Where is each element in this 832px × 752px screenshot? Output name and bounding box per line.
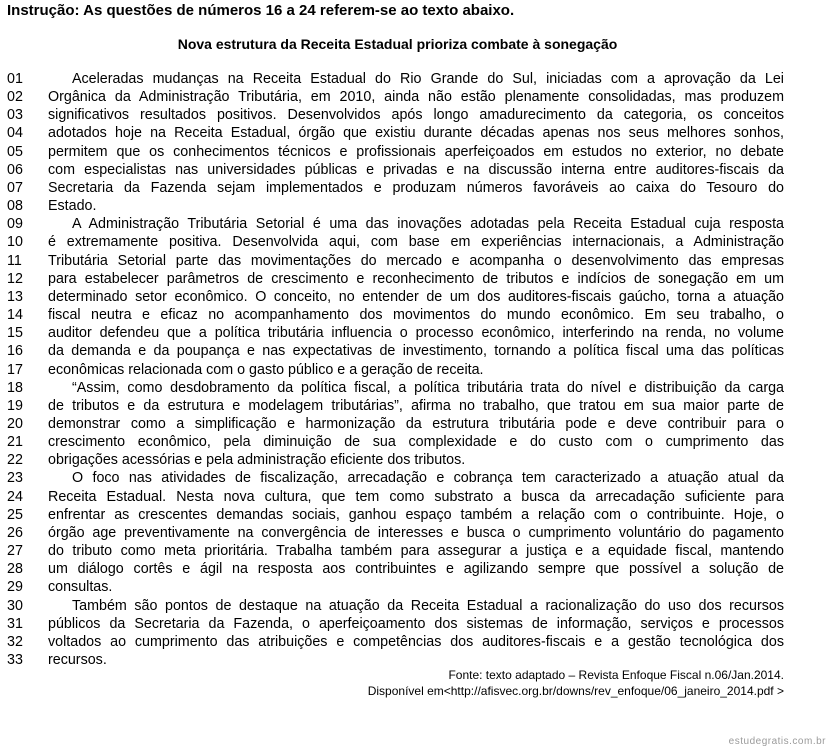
source-citation xyxy=(368,667,784,699)
line-number: 07 xyxy=(7,179,23,196)
line-number: 23 xyxy=(7,470,23,487)
text-line xyxy=(0,306,832,324)
text-line xyxy=(0,161,832,179)
line-text: Orgânica da Administração Tributária, em 2010, ainda não estão plenamente consolidadas, mas produzem xyxy=(48,89,784,106)
line-number: 22 xyxy=(7,452,23,469)
text-line xyxy=(0,379,832,397)
line-number: 24 xyxy=(7,488,23,505)
line-text: crescimento econômico, pela diminuição de sua complexidade e do custo com o cumprimento das xyxy=(48,434,784,451)
text-line xyxy=(0,597,832,615)
line-text: públicos da Secretaria da Fazenda, o aperfeiçoamento dos sistemas de informação, serviços e processos xyxy=(48,615,784,632)
line-number: 20 xyxy=(7,415,23,432)
line-text: Também são pontos de destaque na atuação da Receita Estadual a racionalização do uso dos recursos xyxy=(72,597,784,614)
text-line xyxy=(0,88,832,106)
watermark: estudegratis.com.br xyxy=(728,736,826,747)
line-number: 25 xyxy=(7,506,23,523)
text-line xyxy=(0,633,832,651)
line-text: fiscal neutra e eficaz no acompanhamento dos movimentos do mundo econômico. Em seu trabalho, o xyxy=(48,307,784,324)
text-line xyxy=(0,143,832,161)
line-text: Aceleradas mudanças na Receita Estadual do Rio Grande do Sul, iniciadas com a aprovação da Lei xyxy=(72,71,784,87)
text-line xyxy=(0,469,832,487)
line-number: 16 xyxy=(7,343,23,360)
text-line xyxy=(0,197,832,215)
line-text: A Administração Tributária Setorial é uma das inovações adotadas pela Receita Estadual cuja resposta xyxy=(72,216,784,233)
line-text: Receita Estadual. Nesta nova cultura, que tem como substrato a busca da arrecadação suficiente para xyxy=(48,488,784,505)
line-number: 14 xyxy=(7,307,23,324)
text-line xyxy=(0,361,832,379)
text-line xyxy=(0,397,832,415)
line-text: permitem que os conhecimentos técnicos e profissionais aperfeiçoados em estudos no exterior, no debate xyxy=(48,143,784,160)
line-text: obrigações acessórias e pela administração eficiente dos tributos. xyxy=(48,452,466,469)
line-number: 11 xyxy=(7,252,22,269)
line-text: é extremamente positiva. Desenvolvida aqui, com base em experiências internacionais, a Administração xyxy=(48,234,784,251)
text-line xyxy=(0,324,832,342)
line-number: 05 xyxy=(7,143,23,160)
text-line xyxy=(0,415,832,433)
line-number: 12 xyxy=(7,270,23,287)
line-text: determinado setor econômico. O conceito, no entender de um dos auditores-fiscais gaúcho, torna a atuação xyxy=(48,288,784,305)
line-text: econômicas relacionada com o gasto público e a geração de receita. xyxy=(48,361,484,378)
line-number: 18 xyxy=(7,379,23,396)
line-text: um diálogo cortês e ágil na resposta aos contribuintes e agilizando sempre que possível a solução de xyxy=(48,561,784,578)
text-line xyxy=(0,70,832,88)
line-number: 10 xyxy=(7,234,23,251)
line-number: 08 xyxy=(7,198,23,215)
text-line xyxy=(0,433,832,451)
line-number: 02 xyxy=(7,89,23,106)
text-line xyxy=(0,124,832,142)
text-line xyxy=(0,233,832,251)
text-line xyxy=(0,524,832,542)
text-line xyxy=(0,270,832,288)
text-line xyxy=(0,288,832,306)
text-line xyxy=(0,342,832,360)
line-text: significativos resultados positivos. Desenvolvidos após longo amadurecimento da categoria, os conceitos xyxy=(48,107,784,124)
line-text: voltados ao cumprimento das atribuições e competências dos auditores-fiscais e a gestão tecnológica dos xyxy=(48,633,784,650)
text-line xyxy=(0,578,832,596)
line-number: 33 xyxy=(7,652,23,668)
text-line xyxy=(0,252,832,270)
line-number: 01 xyxy=(7,71,23,87)
line-text: da demanda e da poupança e nas expectativas de investimento, tornando a política fiscal uma das políticas xyxy=(48,343,784,360)
line-number: 27 xyxy=(7,543,23,560)
line-number: 03 xyxy=(7,107,23,124)
source-line-2: Disponível em<http://afisvec.org.br/downs/rev_enfoque/06_janeiro_2014.pdf > xyxy=(367,684,784,698)
text-line xyxy=(0,560,832,578)
text-line xyxy=(0,542,832,560)
line-number: 17 xyxy=(7,361,23,378)
line-text: auditor defendeu que a política tributária influencia o processo econômico, interferindo na renda, no volume xyxy=(48,325,784,342)
text-line xyxy=(0,106,832,124)
line-text: com especialistas nas universidades públicas e privadas e na discussão interna entre auditores-fiscais da xyxy=(48,161,784,178)
line-number: 15 xyxy=(7,325,23,342)
line-number: 26 xyxy=(7,524,23,541)
line-number: 09 xyxy=(7,216,23,233)
line-text: Estado. xyxy=(48,198,97,215)
line-number: 06 xyxy=(7,161,23,178)
line-number: 30 xyxy=(7,597,23,614)
text-line xyxy=(0,506,832,524)
line-text: recursos. xyxy=(48,652,107,668)
line-number: 04 xyxy=(7,125,23,142)
line-text: Tributária Setorial parte das movimentações do mercado e acompanha o desenvolvimento das empresas xyxy=(48,252,784,269)
line-text: “Assim, como desdobramento da política fiscal, a política tributária trata do nível e distribuição da carga xyxy=(72,379,784,396)
line-number: 28 xyxy=(7,561,23,578)
line-number: 13 xyxy=(7,288,23,305)
instruction-text: Instrução: As questões de números 16 a 24 referem-se ao texto abaixo. xyxy=(7,2,515,19)
article-title: Nova estrutura da Receita Estadual prioriza combate à sonegação xyxy=(177,36,618,52)
line-text: enfrentar as crescentes demandas sociais, ganhou espaço também a relação com o contribuinte. Hoje, o xyxy=(48,506,784,523)
line-text: O foco nas atividades de fiscalização, arrecadação e cobrança tem caracterizado a atuação atual da xyxy=(72,470,784,487)
line-text: Secretaria da Fazenda sejam implementados e produzam números favoráveis ao caixa do Tesouro do xyxy=(48,179,784,196)
line-text: para estabelecer parâmetros de crescimento e reconhecimento de tributos e indícios de sonegação em um xyxy=(48,270,784,287)
line-text: órgão age preventivamente na convergência de interesses e busca o cumprimento voluntário do pagamento xyxy=(48,524,784,541)
numbered-text-body xyxy=(0,70,832,669)
line-number: 31 xyxy=(7,615,23,632)
line-text: do tributo como meta prioritária. Trabalha também para assegurar a justiça e a equidade fiscal, mantendo xyxy=(48,543,784,560)
line-number: 21 xyxy=(7,434,23,451)
line-number: 32 xyxy=(7,633,23,650)
text-line xyxy=(0,215,832,233)
line-text: adotados hoje na Receita Estadual, órgão que existiu durante décadas apenas nos seus melhores sonhos, xyxy=(48,125,784,142)
line-number: 29 xyxy=(7,579,23,596)
text-line xyxy=(0,451,832,469)
text-line xyxy=(0,488,832,506)
text-line xyxy=(0,179,832,197)
line-number: 19 xyxy=(7,397,23,414)
line-text: de tributos e da estrutura e modelagem tributárias”, afirma no trabalho, que tratou em sua maior parte de xyxy=(48,397,784,414)
line-text: demonstrar como a simplificação e harmonização da estrutura tributária pode e deve contribuir para o xyxy=(48,415,784,432)
line-text: consultas. xyxy=(48,579,113,596)
text-line xyxy=(0,615,832,633)
source-line-1: Fonte: texto adaptado – Revista Enfoque Fiscal n.06/Jan.2014. xyxy=(448,668,784,682)
